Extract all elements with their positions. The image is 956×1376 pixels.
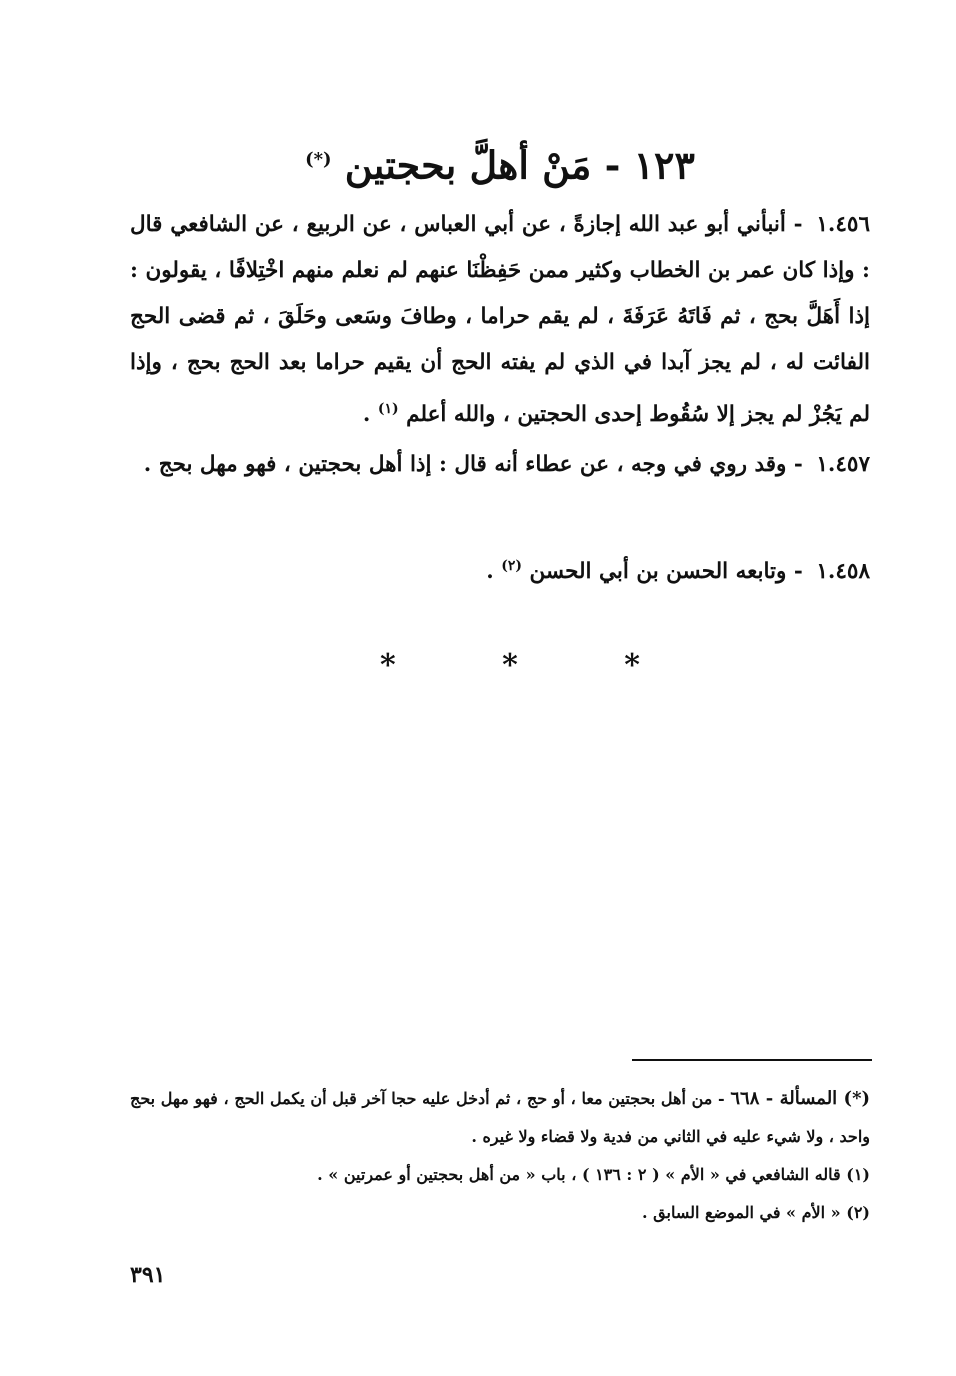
separator-star: * bbox=[502, 648, 518, 683]
footnote-lead: (٢) bbox=[846, 1203, 870, 1222]
page-number: ٣٩١ bbox=[130, 1262, 166, 1288]
chapter-title-text: ١٢٣ - مَنْ أهلَّ بحجتين bbox=[344, 142, 695, 188]
footnote-lead: (١) bbox=[846, 1165, 870, 1184]
footnote-2 bbox=[130, 1194, 870, 1232]
paragraph-number: ١.٤٥٧ bbox=[816, 452, 870, 477]
chapter-title-marker: (*) bbox=[305, 149, 332, 170]
paragraph-end: . bbox=[362, 402, 371, 428]
footnote-star bbox=[130, 1080, 870, 1156]
separator-star: * bbox=[624, 648, 640, 683]
paragraph-number: ١.٤٥٨ bbox=[816, 559, 870, 585]
footnote-1 bbox=[130, 1156, 870, 1194]
footnote-lead: (*) المسألة - ٦٦٨ bbox=[730, 1088, 870, 1109]
footnote-text: - من أهل بحجتين معا ، أو حج ، ثم أدخل عليه حجا آخر قبل أن يكمل الحج ، فهو مهل بحج واحد ، ولا شيء عليه في الثاني من فدية ولا قضاء ولا غيره . bbox=[130, 1089, 870, 1146]
section-separator bbox=[380, 648, 640, 683]
paragraph-number: ١.٤٥٦ bbox=[816, 212, 870, 237]
separator-star: * bbox=[380, 648, 396, 683]
paragraph-1456 bbox=[130, 202, 870, 438]
footnote-text: « الأم » في الموضع السابق . bbox=[642, 1203, 841, 1222]
paragraph-end: . bbox=[486, 559, 494, 585]
footnote-reference: (١) bbox=[377, 401, 399, 417]
paragraph-text: - وقد روي في وجه ، عن عطاء أنه قال : إذا أهل بحجتين ، فهو مهل بحج . bbox=[143, 452, 803, 477]
footnote-reference: (٢) bbox=[501, 558, 523, 574]
paragraph-1457 bbox=[130, 442, 870, 488]
paragraph-1458 bbox=[130, 543, 870, 595]
chapter-title bbox=[130, 130, 870, 196]
paragraph-text: - أنبأني أبو عبد الله إجازةً ، عن أبي العباس ، عن الربيع ، عن الشافعي قال : وإذا كان عمر بن الخطاب وكثير ممن حَفِظْنَا عنهم لم نعلم منهم اخْتِلافًا ، يقولون : إذا أَهَلَّ بحج ، ثم فَاتَهُ عَرَفَةَ ، لم يقم حراما ، وطافَ وسَعى وحَلَقَ ، ثم قضى الحج الفائت له ، لم يجز آبدا في الذي لم يفته الحج أن يقيم حراما بعد الحج بحج ، وإذا لم يَجُزْ لم يجز إلا سُقُوط إحدى الحجتين ، والله أعلم bbox=[130, 212, 870, 428]
footnotes bbox=[130, 1080, 870, 1232]
footnote-divider bbox=[632, 1059, 872, 1061]
footnote-text: قاله الشافعي في « الأم » ( ٢ : ١٣٦ ) ، باب « من أهل بحجتين أو عمرتين » . bbox=[317, 1165, 841, 1184]
paragraph-text: - وتابعه الحسن بن أبي الحسن bbox=[529, 559, 803, 585]
